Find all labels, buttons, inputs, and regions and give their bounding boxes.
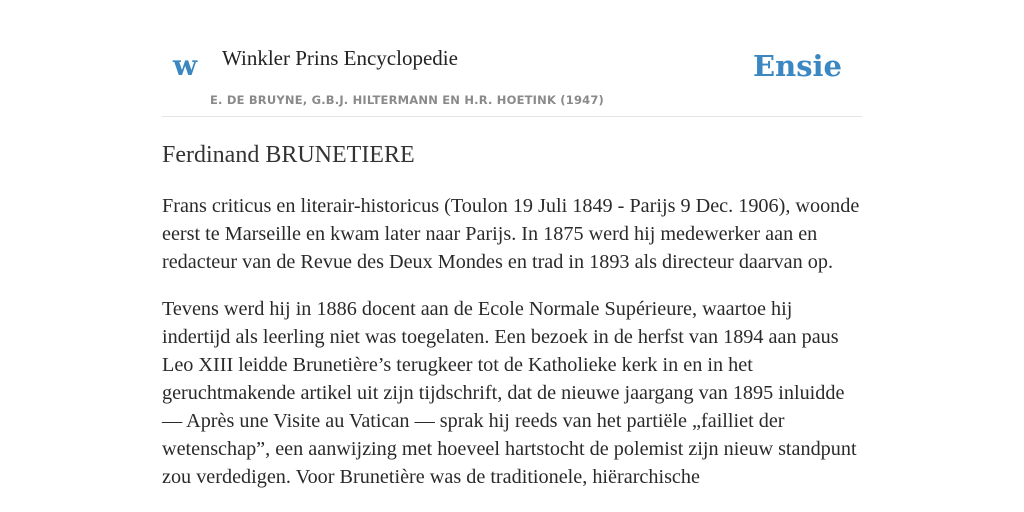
article-paragraph: Tevens werd hij in 1886 docent aan de Ecole Normale Supérieure, waartoe hij indertijd als leerling niet was toegelaten. Een bezoek in de herfst van 1894 aan paus Leo XIII leidde Brunetière’s terugkeer tot de Katholieke kerk in en in het geruchtmakende artikel uit zijn tijdschrift, dat de nieuwe jaargang van 1895 inluidde — Après une Visite au Vatican — sprak hij reeds van het partiële „failliet der wetenschap”, een aanwijzing met hoeveel hartstocht de polemist zijn nieuw standpunt zou verdedigen. Voor Brunetière was de traditionele, hiërarchische	[162, 298, 857, 488]
publication-authors: E. DE BRUYNE, G.B.J. HILTERMANN EN H.R. HOETINK (1947)	[210, 93, 605, 107]
article-paragraph: Frans criticus en literair-historicus (Toulon 19 Juli 1849 - Parijs 9 Dec. 1906), woonde eerst te Marseille en kwam later naar Parijs. In 1875 werd hij medewerker aan en redacteur van de Revue des Deux Mondes en trad in 1893 als directeur daarvan op.	[162, 195, 860, 273]
article-title: Ferdinand BRUNETIERE	[162, 142, 415, 168]
w-logo-icon[interactable]: w	[173, 49, 198, 82]
site-header	[162, 0, 862, 117]
page	[162, 0, 862, 488]
publication-title[interactable]: Winkler Prins Encyclopedie	[222, 46, 458, 70]
article-body	[162, 192, 862, 510]
ensie-logo[interactable]: Ensie	[753, 49, 842, 83]
